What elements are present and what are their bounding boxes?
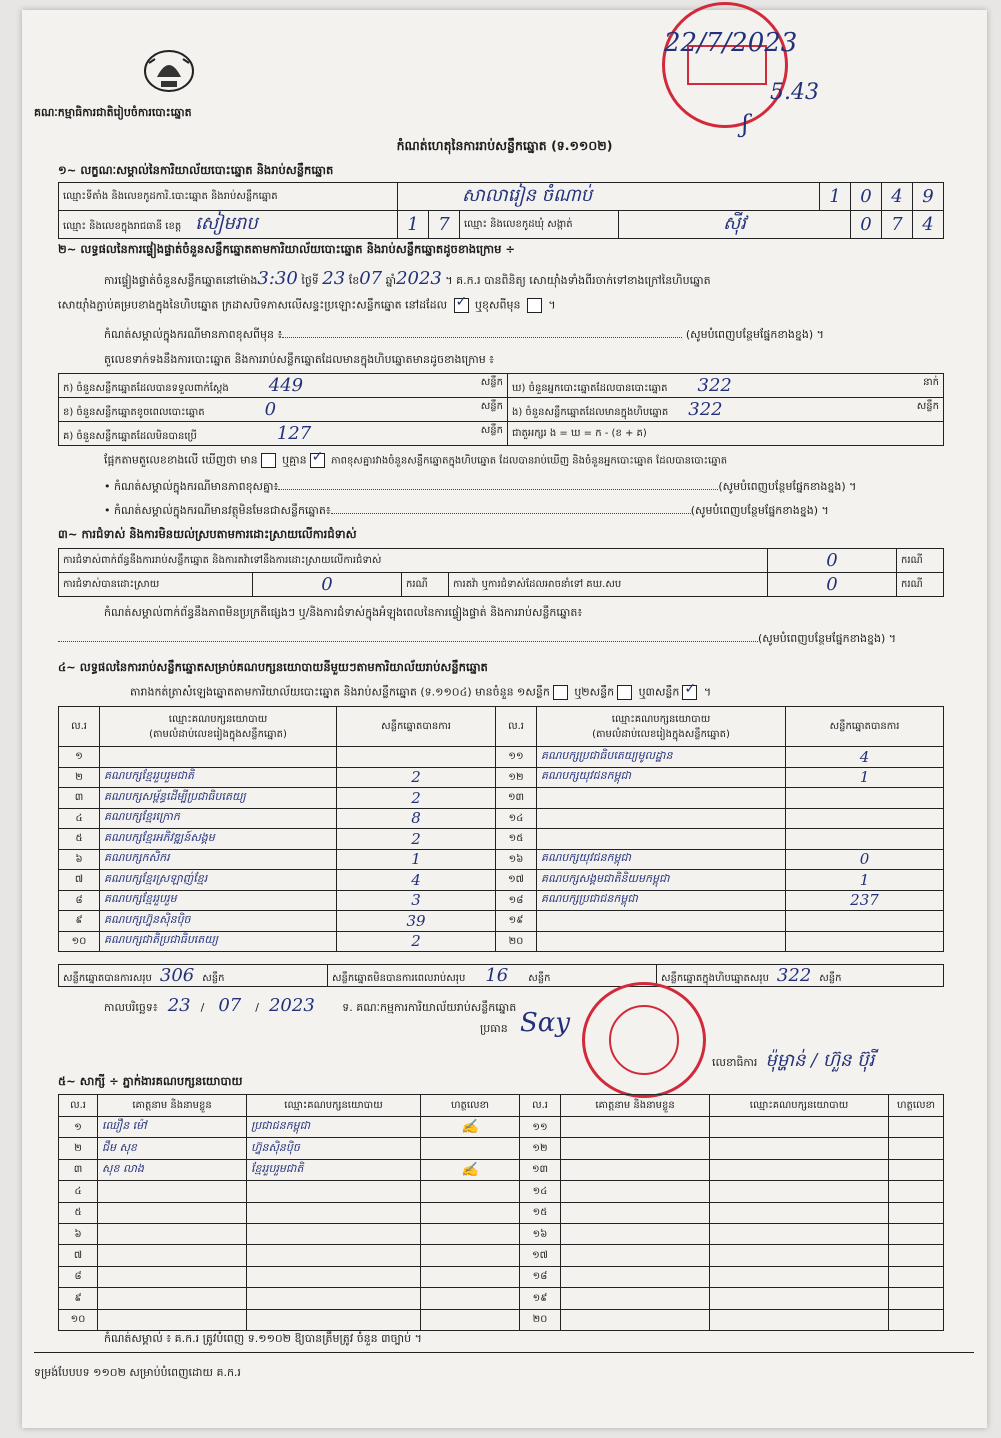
row-no: ១៣ [496, 788, 537, 809]
table-row [59, 1309, 944, 1330]
formula: ជាតួអក្សរ ង = ឃ = ក - (ខ + គ) [508, 422, 944, 446]
verification-line: ការផ្ទៀងផ្ទាត់ចំនួនសន្លឹកឆ្នោតនៅម៉ោង3:30 ថ្ងៃទី 23 ខែ07 ឆ្នាំ2023 ។ គ.ក.រ បានពិនិត្យ សោយ៉ាំងទាំងពីរចាក់ទៅខាងក្រៅនៃហិបឆ្នោត [104, 268, 711, 289]
discrepancy-no-checkbox[interactable] [310, 453, 325, 468]
form-title: កំណត់ហេតុនៃការរាប់សន្លឹកឆ្នោត (ទ.១១០២) [396, 138, 613, 153]
party-name: គណបក្សហ្វ៊ុនស៊ិនប៉ិច [100, 911, 337, 932]
table-row [59, 747, 944, 768]
figure-ng: ង) ចំនួនសន្លឹកឆ្នោតដែលមានក្នុងហិបឆ្នោត 322 សន្លឹក [508, 398, 944, 422]
witness-name [98, 1266, 247, 1287]
row-no: ១៥ [520, 1202, 561, 1223]
party-name: គណបក្សយុវជនកម្ពុជា [537, 849, 786, 870]
witness-col-party: ឈ្មោះគណបក្សនយោបាយ [247, 1095, 421, 1117]
nec-emblem-icon [139, 43, 199, 95]
table-row [59, 1223, 944, 1244]
witness-party [247, 1223, 421, 1244]
figure-k-value: 449 [268, 375, 304, 396]
witness-name [561, 1266, 710, 1287]
witness-name [98, 1288, 247, 1309]
figures-intro: តួលេខទាក់ទងនឹងការបោះឆ្នោត និងការរាប់សន្លឹកឆ្នោតដែលមានក្នុងហិបឆ្នោតមានដូចខាងក្រោម ៖ [104, 353, 495, 366]
commune-digit-3: 4 [913, 211, 944, 239]
witness-signature [889, 1223, 944, 1244]
witness-party [710, 1266, 889, 1287]
section1-table [58, 182, 944, 239]
signing-date-line: កាលបរិច្ឆេទ៖ 23 / 07 / 2023 ទ. គណៈកម្មការការិយាល័យរាប់សន្លឹកឆ្នោត [104, 995, 517, 1016]
committee-name: គណៈកម្មាធិការជាតិរៀបចំការបោះឆ្នោត [34, 106, 192, 119]
discrepancy-yes-checkbox[interactable] [261, 453, 276, 468]
row-no: ១០ [59, 1309, 98, 1330]
party-name [100, 747, 337, 768]
witness-col-name: គោត្តនាម និងនាមខ្លួន [98, 1095, 247, 1117]
verify-month: 07 [359, 268, 383, 289]
witness-name: ជឹម សុខ [98, 1138, 247, 1159]
figure-g: គ) ចំនួនសន្លឹកឆ្នោតដែលមិនបានប្រើ 127 សន្លឹក [59, 422, 508, 446]
complaint-row-1-value: 0 [768, 549, 897, 573]
final-note: កំណត់សម្គាល់ ៖ គ.ក.រ ត្រូវបំពេញ ទ.១១០២ ឱ្យបានត្រឹមត្រូវ ចំនួន ៣ច្បាប់ ។ [104, 1332, 422, 1345]
row-no: ១១ [496, 747, 537, 768]
table-row [59, 890, 944, 911]
witness-name: សុខ លាង [98, 1159, 247, 1180]
province-label: ឈ្មោះ និងលេខក្នុងរាជធានី ខេត្ត សៀមរាប [59, 211, 398, 239]
witness-col-sig-2: ហត្ថលេខា [889, 1095, 944, 1117]
figure-kh: ខ) ចំនួនសន្លឹកឆ្នោតខូចពេលបោះឆ្នោត 0 សន្លឹក [59, 398, 508, 422]
table-row [59, 808, 944, 829]
secretary-line: លេខាធិការ ម៉ុម្ហាន់ / ហ៊ួន ប៊ុរី [712, 1050, 875, 1071]
party-name: គណបក្សយុវជនកម្ពុជា [537, 767, 786, 788]
official-stamp-top [662, 2, 788, 128]
witness-signature [889, 1266, 944, 1287]
section1-title: ១~ លក្ខណៈសម្គាល់នៃការិយាល័យបោះឆ្នោត និងរាប់សន្លឹកឆ្នោត [58, 163, 334, 177]
witness-party [710, 1202, 889, 1223]
figure-gh-value: 322 [697, 375, 732, 396]
results-table [58, 706, 944, 952]
secretary-name: ម៉ុម្ហាន់ / ហ៊ួន ប៊ុរី [765, 1050, 875, 1071]
row-no: ២ [59, 1138, 98, 1159]
table-row [59, 1117, 944, 1138]
witness-party [710, 1245, 889, 1266]
party-name [537, 931, 786, 952]
total-valid: សន្លឹកឆ្នោតបានការសរុប 306 សន្លឹក [59, 965, 328, 987]
complaint-row-3-unit: ករណី [897, 573, 944, 597]
row-no: ១៨ [496, 890, 537, 911]
vote-count: 2 [337, 788, 496, 809]
section4-title: ៤~ លទ្ធផលនៃការរាប់សន្លឹកឆ្នោតសម្រាប់គណបក្សនយោបាយនីមួយៗតាមការិយាល័យរាប់សន្លឹកឆ្នោត [58, 660, 488, 674]
witness-signature [889, 1117, 944, 1138]
row-no: ៥ [59, 829, 100, 850]
party-name: គណបក្សប្រជាធិបតេយ្យមូលដ្ឋាន [537, 747, 786, 768]
row-no: ១៩ [520, 1288, 561, 1309]
witness-name [561, 1138, 710, 1159]
figure-kh-value: 0 [264, 399, 277, 420]
province-digit-1: 1 [398, 211, 429, 239]
witness-signature [421, 1309, 520, 1330]
table-row [59, 829, 944, 850]
verify-year: 2023 [396, 268, 442, 289]
footer-divider [34, 1352, 974, 1353]
vote-count [786, 911, 944, 932]
row-no: ១៥ [496, 829, 537, 850]
witness-signature [421, 1288, 520, 1309]
witness-name [561, 1223, 710, 1244]
section3-title: ៣~ ការជំទាស់ និងការមិនយល់ស្របតាមការដោះស្រាយលើការជំទាស់ [58, 527, 357, 541]
code-digit-1: 1 [820, 183, 851, 211]
difference-note-line: កំណត់សម្គាល់ក្នុងករណីមានភាពខុសពីមុន ៖ (សូមបំពេញបន្ថែមផ្នែកខាងខ្នង) ។ [104, 328, 824, 341]
party-name: គណបក្សសម្ព័ន្ធដើម្បីប្រជាធិបតេយ្យ [100, 788, 337, 809]
province-value: សៀមរាប [195, 213, 258, 234]
table-row [59, 849, 944, 870]
location-label: ឈ្មោះទីតាំង និងលេខកូដការិ.បោះឆ្នោត និងរាប់សន្លឹកឆ្នោត [59, 183, 398, 211]
irregularity-note: កំណត់សម្គាល់ពាក់ព័ន្ធនឹងភាពមិនប្រក្រតីផ្សេងៗ ឬ/និងការជំទាស់ក្នុងអំឡុងពេលនៃការផ្ទៀងផ្ទាត់ និងការរាប់សន្លឹកឆ្នោត៖ [104, 606, 583, 619]
party-name [537, 788, 786, 809]
witness-party [710, 1159, 889, 1180]
code-digit-3: 4 [882, 183, 913, 211]
code-digit-4: 9 [913, 183, 944, 211]
witness-name [98, 1309, 247, 1330]
witness-signature [889, 1309, 944, 1330]
witness-name: ឈឿន ម៉ៅ [98, 1117, 247, 1138]
vote-count: 2 [337, 829, 496, 850]
party-name [537, 829, 786, 850]
results-col-party: ឈ្មោះគណបក្សនយោបាយ (តាមលំដាប់លេខរៀងក្នុងសន្លឹកឆ្នោត) [100, 707, 337, 747]
witness-col-sig: ហត្ថលេខា [421, 1095, 520, 1117]
discrepancy-line: ផ្អែកតាមតួលេខខាងលើ ឃើញថា មាន ឬគ្មាន✓ ភាពខុសគ្នារវាងចំនួនសន្លឹកឆ្នោតក្នុងហិបឆ្នោត ដែលបានរាប់ឃើញ និងចំនួនអ្នកបោះឆ្នោត ដែលបានបោះឆ្នោត [104, 453, 727, 470]
sheets-2-checkbox[interactable] [617, 685, 632, 700]
row-no: ១២ [496, 767, 537, 788]
verify-day: 23 [322, 268, 346, 289]
witness-name [561, 1288, 710, 1309]
stamp-time: 5.43 [770, 80, 819, 105]
witness-signature: ✍ [421, 1159, 520, 1180]
vote-count: 39 [337, 911, 496, 932]
figure-ng-value: 322 [688, 399, 723, 420]
witness-signature [421, 1181, 520, 1202]
table-row [59, 931, 944, 952]
witness-name [98, 1202, 247, 1223]
vote-count: 1 [337, 849, 496, 870]
witness-name [561, 1245, 710, 1266]
table-row [59, 1159, 944, 1180]
table-row [59, 1266, 944, 1287]
form-sheet [22, 10, 987, 1428]
row-no: ១៤ [520, 1181, 561, 1202]
complaint-row-3-label: ការតវ៉ា ឬការជំទាស់ដែលអាចនាំទៅ គឃ.សប [449, 573, 768, 597]
row-no: ៥ [59, 1202, 98, 1223]
witness-party [710, 1288, 889, 1309]
row-no: ២០ [520, 1309, 561, 1330]
witness-name [561, 1181, 710, 1202]
province-digit-2: 7 [429, 211, 460, 239]
witness-name [561, 1159, 710, 1180]
row-no: ៣ [59, 788, 100, 809]
vote-count [786, 829, 944, 850]
chair-label: ប្រធាន [480, 1022, 508, 1035]
total-invalid: សន្លឹកឆ្នោតមិនបានការពេលរាប់សរុប 16 សន្លឹក [328, 965, 657, 987]
vote-count [337, 747, 496, 768]
section2-title: ២~ លទ្ធផលនៃការផ្ទៀងផ្ទាត់ចំនួនសន្លឹកឆ្នោតតាមការិយាល័យបោះឆ្នោត និងរាប់សន្លឹកឆ្នោតដូចខាងក្រោម ÷ [58, 242, 516, 256]
witness-signature [421, 1223, 520, 1244]
witness-party [710, 1309, 889, 1330]
footer-text: ទម្រង់បែបបទ ១១០២ សម្រាប់បំពេញដោយ គ.ក.រ [34, 1366, 241, 1379]
location-value: សាលារៀន ចំណាប់ [398, 183, 820, 211]
vote-count: 4 [786, 747, 944, 768]
witness-party: ហ្វ៊ុនស៊ិនប៉ិច [247, 1138, 421, 1159]
vote-count: 1 [786, 767, 944, 788]
witness-party: ខ្មែររួបរួមជាតិ [247, 1159, 421, 1180]
party-name: គណបក្សខ្មែររួបរួម [100, 890, 337, 911]
row-no: ៣ [59, 1159, 98, 1180]
witness-name [561, 1117, 710, 1138]
witness-signature [889, 1159, 944, 1180]
party-name: គណបក្សប្រជាជនកម្ពុជា [537, 890, 786, 911]
vote-count [786, 788, 944, 809]
commune-digit-1: 0 [851, 211, 882, 239]
commune-label: ឈ្មោះ និងលេខកូដឃុំ សង្កាត់ [460, 211, 619, 239]
total-invalid-value: 16 [485, 965, 509, 986]
sign-day: 23 [167, 995, 191, 1016]
figures-table [58, 373, 944, 446]
witness-party [247, 1245, 421, 1266]
table-row [59, 788, 944, 809]
row-no: ១ [59, 1117, 98, 1138]
sign-year: 2023 [268, 995, 315, 1016]
row-no: ១៣ [520, 1159, 561, 1180]
witness-party [710, 1181, 889, 1202]
results-col-party-2: ឈ្មោះគណបក្សនយោបាយ (តាមលំដាប់លេខរៀងក្នុងសន្លឹកឆ្នោត) [537, 707, 786, 747]
witness-signature [889, 1245, 944, 1266]
figure-gh: ឃ) ចំនួនអ្នកបោះឆ្នោតដែលបានបោះឆ្នោត 322 នាក់ [508, 374, 944, 398]
witness-name [98, 1181, 247, 1202]
totals-table [58, 964, 944, 987]
sheets-3-checkbox[interactable] [682, 685, 697, 700]
party-name: គណបក្សខ្មែរអភិវឌ្ឍន៍សង្គម [100, 829, 337, 850]
witness-signature [889, 1288, 944, 1309]
vote-count: 2 [337, 931, 496, 952]
row-no: ១៦ [496, 849, 537, 870]
row-no: ១ [59, 747, 100, 768]
figure-k: ក) ចំនួនសន្លឹកឆ្នោតដែលបានទទួលពាក់ស្តែង 449 សន្លឹក [59, 374, 508, 398]
party-name: គណបក្សខ្មែរស្រឡាញ់ខ្មែរ [100, 870, 337, 891]
witness-signature [421, 1245, 520, 1266]
complaint-row-2-label: ការជំទាស់បានដោះស្រាយ [59, 573, 253, 597]
verify-time: 3:30 [257, 268, 298, 289]
row-no: ៩ [59, 1288, 98, 1309]
complaint-row-1-label: ការជំទាស់ពាក់ព័ន្ធនឹងការរាប់សន្លឹកឆ្នោត និងការតវ៉ាទៅនឹងការដោះស្រាយលើការជំទាស់ [59, 549, 768, 573]
vote-count [786, 931, 944, 952]
total-box-value: 322 [776, 965, 812, 986]
row-no: ១២ [520, 1138, 561, 1159]
vote-count: 4 [337, 870, 496, 891]
witness-party [710, 1223, 889, 1244]
row-no: ២០ [496, 931, 537, 952]
complaint-row-2-unit: ករណី [402, 573, 449, 597]
discrepancy-note: • កំណត់សម្គាល់ក្នុងករណីមានភាពខុសគ្នា៖ (សូមបំពេញបន្ថែមផ្នែកខាងខ្នង) ។ [104, 480, 857, 493]
witness-col-name-2: គោត្តនាម និងនាមខ្លួន [561, 1095, 710, 1117]
foreign-object-note: • កំណត់សម្គាល់ក្នុងករណីមានវត្ថុមិនមែនជាសន្លឹកឆ្នោត៖ (សូមបំពេញបន្ថែមផ្នែកខាងខ្នង) ។ [104, 504, 829, 517]
different-checkbox[interactable] [527, 298, 542, 313]
table-row [59, 1138, 944, 1159]
row-no: ៦ [59, 849, 100, 870]
sheets-1-checkbox[interactable] [553, 685, 568, 700]
witness-party [247, 1202, 421, 1223]
witness-name [561, 1202, 710, 1223]
total-valid-value: 306 [159, 965, 195, 986]
party-name: គណបក្សខ្មែររួបរួមជាតិ [100, 767, 337, 788]
witness-signature: ✍ [421, 1117, 520, 1138]
figure-g-value: 127 [276, 423, 312, 444]
party-name: គណបក្សខ្មែរក្រោក [100, 808, 337, 829]
row-no: ១៧ [520, 1245, 561, 1266]
witness-signature [421, 1138, 520, 1159]
row-no: ១៤ [496, 808, 537, 829]
party-name [537, 808, 786, 829]
table-row [59, 870, 944, 891]
row-no: ១៩ [496, 911, 537, 932]
seal-line: សោយ៉ាំងភ្ជាប់គម្របខាងក្នុងនៃហិបឆ្នោត ក្រដាសបិទភាសលើសន្ទះប្រឡោះសន្លឹកឆ្នោត នៅដដែល ✓ ឬខុសពីមុន ។ [58, 298, 556, 315]
witness-signature [421, 1202, 520, 1223]
stamp-date: 22/7/2023 [664, 28, 798, 58]
vote-count: 1 [786, 870, 944, 891]
witness-col-no: ល.រ [59, 1095, 98, 1117]
sign-month: 07 [218, 995, 242, 1016]
table-row [59, 911, 944, 932]
party-name: គណបក្សជាតិប្រជាធិបតេយ្យ [100, 931, 337, 952]
vote-count: 237 [786, 890, 944, 911]
row-no: ៤ [59, 808, 100, 829]
table-row [59, 1245, 944, 1266]
witness-party [247, 1288, 421, 1309]
vote-count [786, 808, 944, 829]
witness-name [98, 1223, 247, 1244]
results-col-votes-2: សន្លឹកឆ្នោតបានការ [786, 707, 944, 747]
vote-count: 8 [337, 808, 496, 829]
row-no: ៧ [59, 870, 100, 891]
row-no: ៤ [59, 1181, 98, 1202]
table-row [59, 1202, 944, 1223]
stamp-signature: ʃ [742, 110, 749, 138]
witness-party [247, 1266, 421, 1287]
table-row [59, 1288, 944, 1309]
witness-col-party-2: ឈ្មោះគណបក្សនយោបាយ [710, 1095, 889, 1117]
witness-party [247, 1309, 421, 1330]
table-row [59, 767, 944, 788]
chair-signature: Sɑy [520, 1008, 571, 1038]
row-no: ៨ [59, 1266, 98, 1287]
witness-party [247, 1181, 421, 1202]
vote-count: 3 [337, 890, 496, 911]
witness-signature [889, 1181, 944, 1202]
row-no: ១១ [520, 1117, 561, 1138]
party-name [537, 911, 786, 932]
row-no: ៩ [59, 911, 100, 932]
row-no: ១៨ [520, 1266, 561, 1287]
official-stamp-bottom [582, 982, 706, 1098]
complaint-row-2-value: 0 [253, 573, 402, 597]
party-name: គណបក្សសង្គមជាតិនិយមកម្ពុជា [537, 870, 786, 891]
same-checkbox[interactable] [454, 298, 469, 313]
witness-party [710, 1117, 889, 1138]
table-row [59, 1181, 944, 1202]
counting-committee: ទ. គណៈកម្មការការិយាល័យរាប់សន្លឹកឆ្នោត [342, 1001, 517, 1014]
total-box: សន្លឹកឆ្នោតក្នុងហិបឆ្នោតសរុប 322 សន្លឹក [657, 965, 944, 987]
results-col-no: ល.រ [59, 707, 100, 747]
results-col-votes: សន្លឹកឆ្នោតបានការ [337, 707, 496, 747]
witness-signature [889, 1138, 944, 1159]
row-no: ៧ [59, 1245, 98, 1266]
witness-party: ប្រជាជនកម្ពុជា [247, 1117, 421, 1138]
row-no: ១៦ [520, 1223, 561, 1244]
witness-name [561, 1309, 710, 1330]
row-no: ៨ [59, 890, 100, 911]
complaint-row-3-value: 0 [768, 573, 897, 597]
commune-value: ស៊ីវ [619, 211, 851, 239]
section5-title: ៥~ សាក្សី ÷ ភ្នាក់ងារគណបក្សនយោបាយ [58, 1074, 243, 1088]
witness-col-no-2: ល.រ [520, 1095, 561, 1117]
tally-sheets-line: តារាងកត់ត្រាសំឡេងឆ្នោតតាមការិយាល័យបោះឆ្នោត និងរាប់សន្លឹកឆ្នោត (ទ.១១០៤) មានចំនួន ១សន្លឹក ឬ២សន្លឹក ឬ៣សន្លឹក✓ ។ [130, 685, 711, 702]
witness-name [98, 1245, 247, 1266]
complaints-table [58, 548, 944, 597]
party-name: គណបក្សកសិករ [100, 849, 337, 870]
irregularity-fill: (សូមបំពេញបន្ថែមផ្នែកខាងខ្នង) ។ [58, 632, 896, 648]
row-no: ២ [59, 767, 100, 788]
witness-signature [421, 1266, 520, 1287]
row-no: ១៧ [496, 870, 537, 891]
witness-signature [889, 1202, 944, 1223]
complaint-row-1-unit: ករណី [897, 549, 944, 573]
witness-table [58, 1094, 944, 1331]
vote-count: 2 [337, 767, 496, 788]
results-col-no-2: ល.រ [496, 707, 537, 747]
vote-count: 0 [786, 849, 944, 870]
row-no: ៦ [59, 1223, 98, 1244]
row-no: ១០ [59, 931, 100, 952]
commune-digit-2: 7 [882, 211, 913, 239]
code-digit-2: 0 [851, 183, 882, 211]
witness-party [710, 1138, 889, 1159]
